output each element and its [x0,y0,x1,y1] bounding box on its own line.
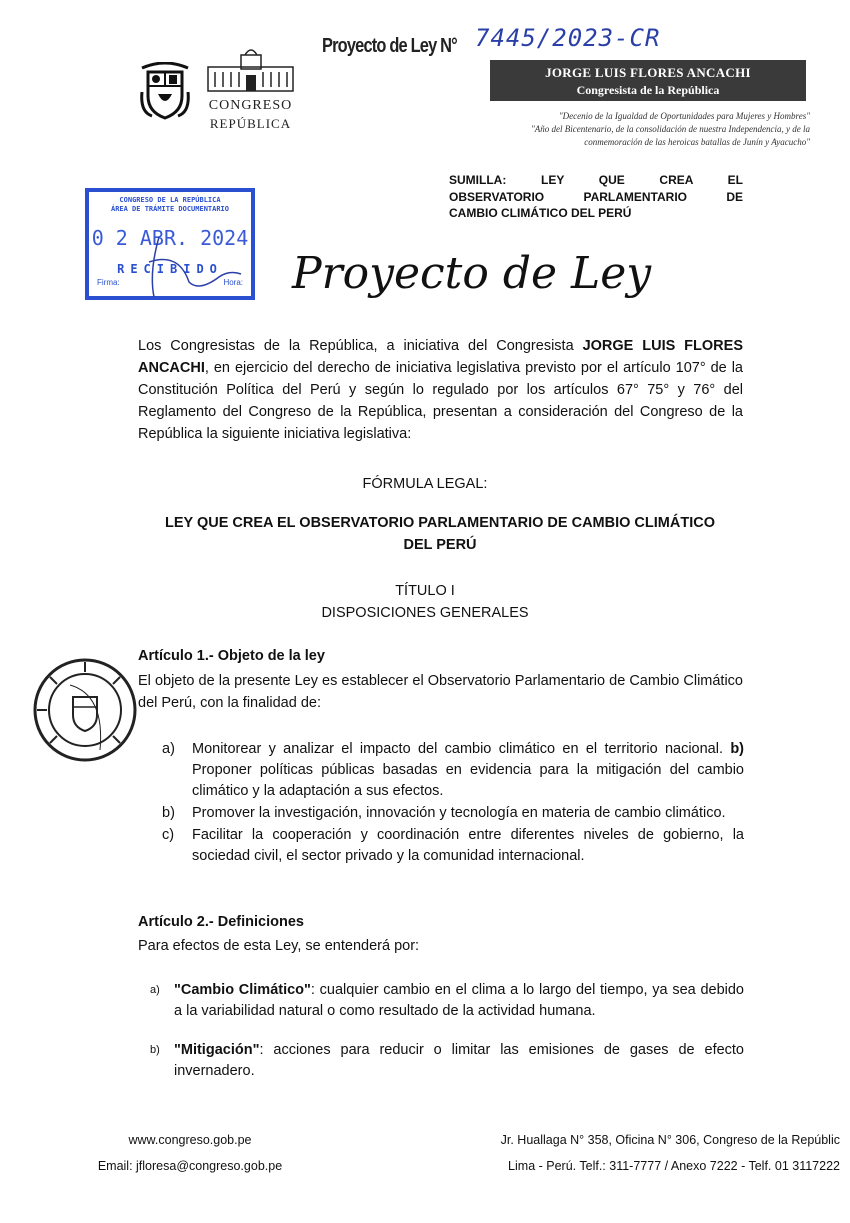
list-item [150,980,744,1022]
congresista-banner [490,60,806,101]
congreso-logo [203,45,298,135]
list-text: Monitorear y analizar el impacto del cambio climático en el territorio nacional. [192,741,731,757]
list-item [162,739,744,802]
official-seal-icon [30,655,140,765]
definition-term: "Cambio Climático" [174,982,311,998]
list-marker: a) [150,984,160,996]
articulo2-list [150,980,744,1083]
titulo-name: DISPOSICIONES GENERALES [321,605,529,621]
list-marker: b) [150,1044,160,1056]
sumilla-line: SUMILLA: LEY QUE CREA EL [449,173,743,187]
articulo1-text: El objeto de la presente Ley es establecer el Observatorio Parlamentario de Cambio Climático del Perú, con la finalidad de: [138,673,743,711]
list-item [150,1040,744,1082]
footer-phones: Lima - Perú. Telf.: 311-7777 / Anexo 7222 - Telf. 01 3117222 [508,1159,840,1173]
decenio-line: conmemoración de las heroicas batallas de Junín y Ayacucho" [584,137,810,147]
list-item [162,825,744,867]
decenio-line: "Año del Bicentenario, de la consolidación de nuestra Independencia, y de la [531,124,810,134]
list-marker: b) [162,805,175,821]
footer-address [400,1127,840,1179]
congresista-role: Congresista de la República [576,83,720,97]
stamp-status: RECIBIDO [117,262,223,276]
titulo-number: TÍTULO I [395,583,455,599]
titulo-heading [0,580,850,624]
decenio-line: "Decenio de la Igualdad de Oportunidades para Mujeres y Hombres" [558,111,810,121]
handwritten-signature-icon [129,232,249,302]
articulo2-text: Para efectos de esta Ley, se entenderá por: [138,938,420,954]
sumilla [449,172,743,222]
intro-text-after: , en ejercicio del derecho de iniciativa legislativa previsto por el artículo 107° de la Constitución Política del Perú y según lo regulado por los artículos 67° 75° y 76° del Reglamento del Congreso de la República, presentan a consideración del Congreso de la República la siguiente iniciativa legislativa: [138,360,743,442]
congreso-building-icon [203,45,298,93]
list-item [162,803,744,824]
stamp-institution: CONGRESO DE LA REPÚBLICA [119,196,221,204]
definition-term: "Mitigación" [174,1042,260,1058]
list-text: Promover la investigación, innovación y tecnología en materia de cambio climático. [192,805,726,821]
footer-website[interactable]: www.congreso.gob.pe [128,1133,252,1147]
footer-email[interactable]: Email: jfloresa@congreso.gob.pe [97,1159,283,1173]
footer-contact [60,1127,320,1179]
stamp-firma-label: Firma: [97,278,120,287]
congresista-name: JORGE LUIS FLORES ANCACHI [545,65,751,80]
stamp-area: ÁREA DE TRÁMITE DOCUMENTARIO [110,205,229,213]
list-inline-marker: b) [730,741,744,757]
stamp-date: 0 2 ABR. 2024 [91,226,249,250]
peru-coat-of-arms-icon [140,62,190,120]
proyecto-number: 7445/2023-CR [475,24,661,52]
list-text: Facilitar la cooperación y coordinación entre diferentes niveles de gobierno, la sociedad civil, el sector privado y la comunidad internacional. [192,827,744,864]
sumilla-line: CAMBIO CLIMÁTICO DEL PERÚ [449,206,632,220]
stamp-hora-label: Hora: [223,278,243,287]
congreso-label: CONGRESO [208,98,293,113]
list-text: Proponer políticas públicas basadas en evidencia para la mitigación del cambio climático y la adaptación a sus efectos. [192,762,744,799]
list-marker: c) [162,827,175,843]
list-marker: a) [162,741,175,757]
intro-paragraph [138,335,743,445]
definition-text: : cualquier cambio en el clima a lo largo del tiempo, ya sea debido a la variabilidad natural o como resultado de la actividad humana. [174,982,744,1019]
republica-label: REPÚBLICA [209,116,292,131]
intro-congresista-name: JORGE LUIS FLORES ANCACHI [138,338,743,376]
formula-legal-heading: FÓRMULA LEGAL: [362,476,488,492]
articulo1-heading: Artículo 1.- Objeto de la ley [138,648,325,664]
articulo1-list [162,739,744,868]
articulo2-heading: Artículo 2.- Definiciones [138,914,304,930]
ley-title: LEY QUE CREA EL OBSERVATORIO PARLAMENTARIO DE CAMBIO CLIMÁTICO DEL PERÚ [165,515,715,553]
definition-text: : acciones para reducir o limitar las emisiones de gases de efecto invernadero. [174,1042,744,1079]
proyecto-label: Proyecto de Ley N° [322,35,457,57]
reception-stamp [85,188,255,300]
sumilla-line: OBSERVATORIO PARLAMENTARIO DE [449,189,743,204]
decenio-text [460,110,810,149]
footer-address-line: Jr. Huallaga N° 358, Oficina N° 306, Congreso de la Repúblic [500,1133,840,1147]
intro-text-before: Los Congresistas de la República, a iniciativa del Congresista [138,338,583,354]
page-title: Proyecto de Ley [292,248,652,299]
